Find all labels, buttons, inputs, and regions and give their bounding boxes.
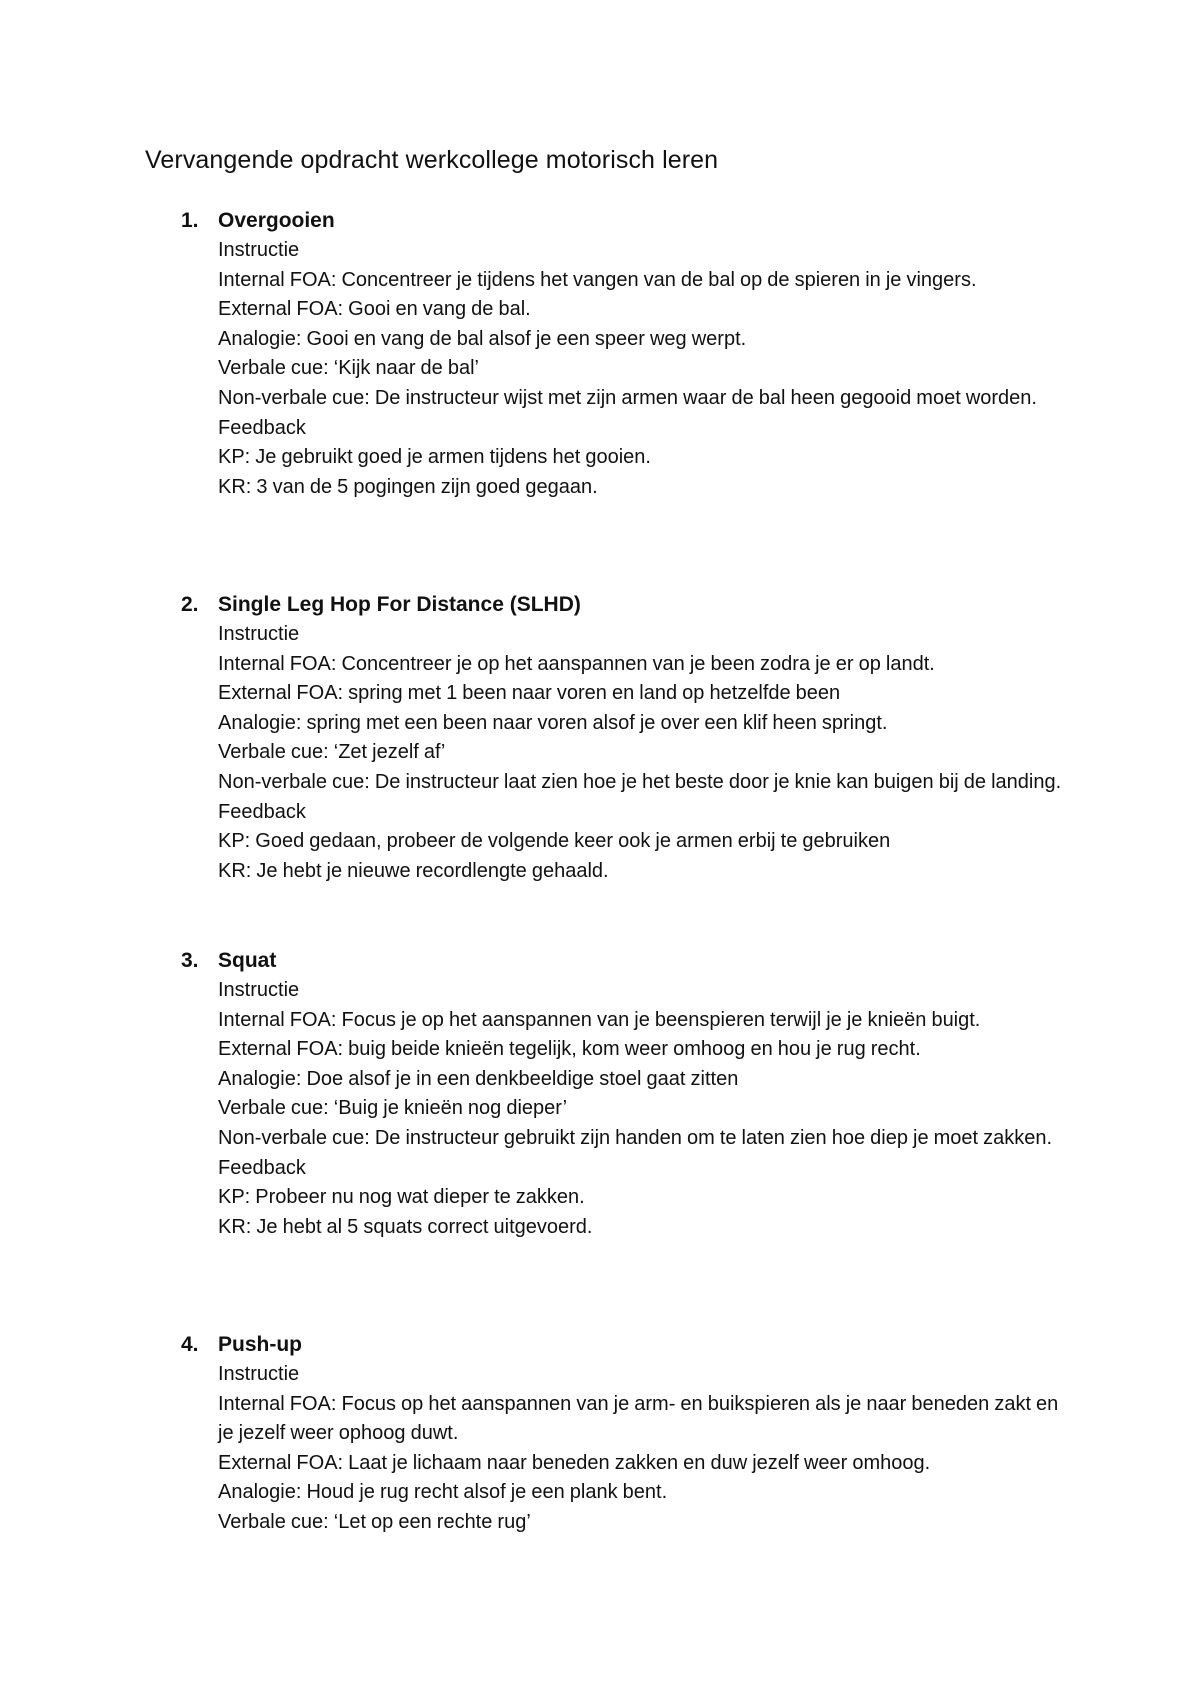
page-title: Vervangende opdracht werkcollege motorisch leren [145, 146, 719, 174]
feedback-label: Feedback [218, 416, 306, 439]
verbal-cue: Verbale cue: ‘Kijk naar de bal’ [218, 357, 479, 380]
analogy: Analogie: Houd je rug recht alsof je een plank bent. [218, 1481, 668, 1504]
knowledge-of-results: KR: Je hebt je nieuwe recordlengte gehaald. [218, 859, 609, 882]
feedback-label: Feedback [218, 1156, 306, 1179]
analogy: Analogie: spring met een been naar voren alsof je over een klif heen springt. [218, 711, 888, 734]
nonverbal-cue: Non-verbale cue: De instructeur wijst met zijn armen waar de bal heen gegooid moet worden. [218, 386, 1037, 409]
section-heading: Overgooien [218, 209, 335, 232]
section-body [218, 946, 1078, 1242]
section-number: 2. [181, 593, 199, 616]
section-heading: Squat [218, 949, 277, 972]
knowledge-of-results: KR: Je hebt al 5 squats correct uitgevoerd. [218, 1215, 593, 1238]
internal-foa: Internal FOA: Concentreer je tijdens het vangen van de bal op de spieren in je vingers. [218, 268, 977, 291]
external-foa: External FOA: Gooi en vang de bal. [218, 298, 531, 321]
section-heading: Single Leg Hop For Distance (SLHD) [218, 593, 581, 616]
section-number: 1. [181, 209, 199, 232]
knowledge-of-performance: KP: Probeer nu nog wat dieper te zakken. [218, 1186, 585, 1209]
section-body [218, 590, 1078, 886]
section-heading: Push-up [218, 1333, 302, 1356]
verbal-cue: Verbale cue: ‘Zet jezelf af’ [218, 741, 446, 764]
analogy: Analogie: Gooi en vang de bal alsof je een speer weg werpt. [218, 327, 747, 350]
nonverbal-cue: Non-verbale cue: De instructeur laat zien hoe je het beste door je knie kan buigen bij de landing. [218, 770, 1062, 793]
verbal-cue: Verbale cue: ‘Let op een rechte rug’ [218, 1510, 531, 1533]
internal-foa: Internal FOA: Concentreer je op het aanspannen van je been zodra je er op landt. [218, 652, 935, 675]
internal-foa: Internal FOA: Focus je op het aanspannen van je beenspieren terwijl je je knieën buigt. [218, 1008, 981, 1031]
instruction-label: Instructie [218, 623, 300, 645]
internal-foa: Internal FOA: Focus op het aanspannen van je arm- en buikspieren als je naar beneden zakt en je jezelf weer ophoog duwt. [218, 1392, 1059, 1445]
nonverbal-cue: Non-verbale cue: De instructeur gebruikt zijn handen om te laten zien hoe diep je moet zakken. [218, 1126, 1053, 1149]
analogy: Analogie: Doe alsof je in een denkbeeldige stoel gaat zitten [218, 1067, 739, 1090]
instruction-label: Instructie [218, 979, 300, 1001]
section-number: 3. [181, 949, 199, 972]
knowledge-of-performance: KP: Je gebruikt goed je armen tijdens het gooien. [218, 446, 651, 469]
section-number: 4. [181, 1333, 199, 1356]
section-body [218, 1330, 1078, 1538]
external-foa: External FOA: Laat je lichaam naar beneden zakken en duw jezelf weer omhoog. [218, 1451, 931, 1474]
external-foa: External FOA: spring met 1 been naar voren en land op hetzelfde been [218, 682, 841, 705]
feedback-label: Feedback [218, 800, 306, 823]
instruction-label: Instructie [218, 1363, 300, 1385]
knowledge-of-performance: KP: Goed gedaan, probeer de volgende keer ook je armen erbij te gebruiken [218, 830, 891, 853]
instruction-label: Instructie [218, 239, 300, 261]
external-foa: External FOA: buig beide knieën tegelijk, kom weer omhoog en hou je rug recht. [218, 1038, 921, 1061]
section-body [218, 206, 1078, 502]
verbal-cue: Verbale cue: ‘Buig je knieën nog dieper’ [218, 1097, 568, 1120]
knowledge-of-results: KR: 3 van de 5 pogingen zijn goed gegaan. [218, 475, 598, 498]
